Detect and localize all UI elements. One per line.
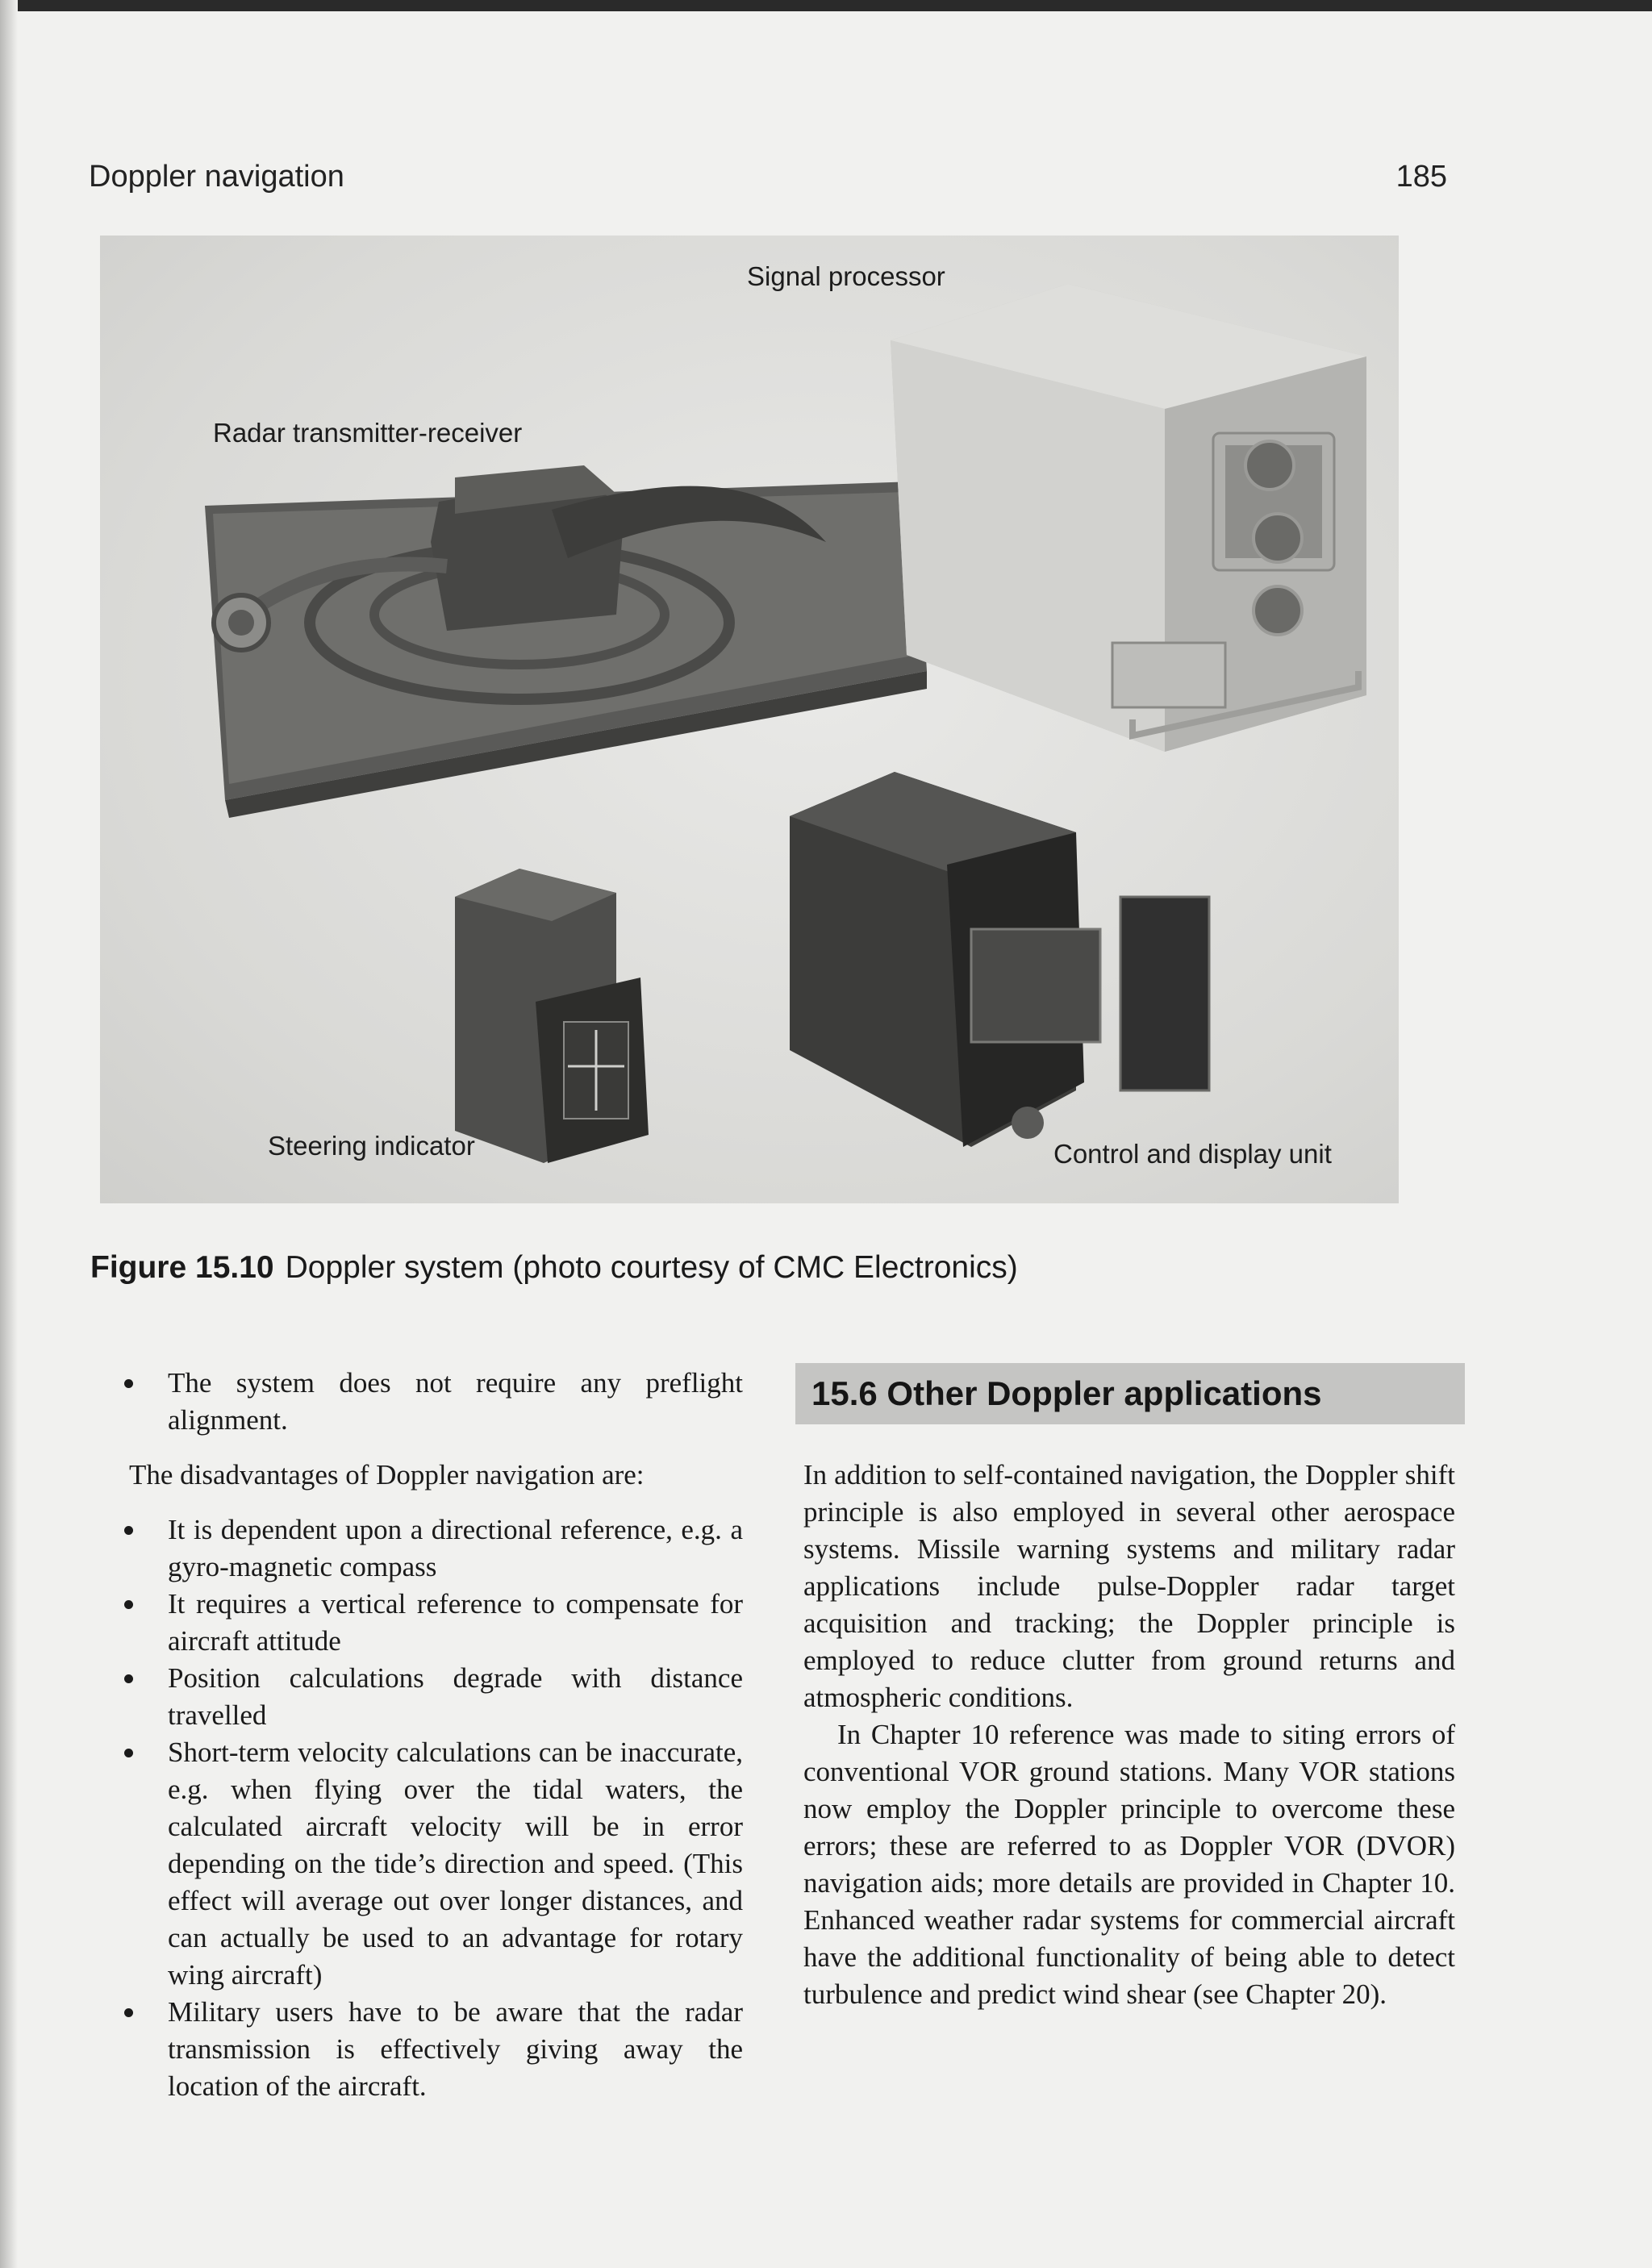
label-signal-processor: Signal processor bbox=[747, 261, 945, 291]
figure-photo bbox=[100, 236, 1399, 1203]
figure-caption-text: Doppler system (photo courtesy of CMC Electronics) bbox=[285, 1250, 1018, 1285]
label-radar-transmitter-receiver: Radar transmitter-receiver bbox=[213, 418, 523, 448]
disadvantage-item: It requires a vertical reference to compensate for aircraft attitude bbox=[118, 1586, 743, 1660]
page-binding-shadow bbox=[0, 0, 18, 2268]
right-column bbox=[803, 1457, 1455, 2013]
label-control-display-unit: Control and display unit bbox=[1053, 1139, 1332, 1169]
doppler-equipment-illustration bbox=[100, 236, 1399, 1203]
running-title: Doppler navigation bbox=[89, 160, 344, 194]
signal-processor-box bbox=[891, 284, 1366, 752]
disadvantage-item: Position calculations degrade with distance travelled bbox=[118, 1660, 743, 1734]
page-top-border bbox=[0, 0, 1652, 11]
left-column bbox=[118, 1365, 743, 2105]
body-paragraph: In Chapter 10 reference was made to siting errors of conventional VOR ground stations. Many VOR stations now employ the Doppler principle to overcome these errors; these are referred to as Doppler VOR (DVOR) navigation aids; more details are provided in Chapter 10. Enhanced weather radar systems for commercial aircraft have the additional functionality of being able to detect turbulence and predict wind shear (see Chapter 20). bbox=[803, 1719, 1455, 2010]
label-steering-indicator: Steering indicator bbox=[268, 1131, 475, 1161]
section-heading: 15.6 Other Doppler applications bbox=[795, 1363, 1465, 1424]
disadvantage-item: Short-term velocity calculations can be inaccurate, e.g. when flying over the tidal waters, the calculated aircraft velocity will be in error depending on the tide’s direction and speed. (This effect will average out over longer distances, and can actually be used to an advantage for rotary wing aircraft) bbox=[118, 1734, 743, 1994]
control-display-unit bbox=[790, 772, 1209, 1147]
body-paragraph: In addition to self-contained navigation, the Doppler shift principle is also employed in several other aerospace systems. Missile warning systems and military radar applications include pulse-Doppler radar target acquisition and tracking; the Doppler principle is employed to reduce clutter from ground returns and atmospheric conditions. bbox=[803, 1459, 1455, 1713]
disadvantage-item: Military users have to be aware that the radar transmission is effectively giving away the location of the aircraft. bbox=[118, 1994, 743, 2105]
steering-indicator bbox=[455, 869, 649, 1163]
disadvantages-intro: The disadvantages of Doppler navigation are: bbox=[129, 1459, 645, 1490]
figure-caption-number: Figure 15.10 bbox=[90, 1250, 274, 1285]
bullet-preflight: The system does not require any preflight alignment. bbox=[118, 1365, 743, 1439]
figure-caption bbox=[90, 1250, 1018, 1286]
page-number: 185 bbox=[1395, 160, 1447, 194]
radar-antenna-plate bbox=[205, 465, 927, 818]
disadvantage-item: It is dependent upon a directional reference, e.g. a gyro-magnetic compass bbox=[118, 1511, 743, 1586]
